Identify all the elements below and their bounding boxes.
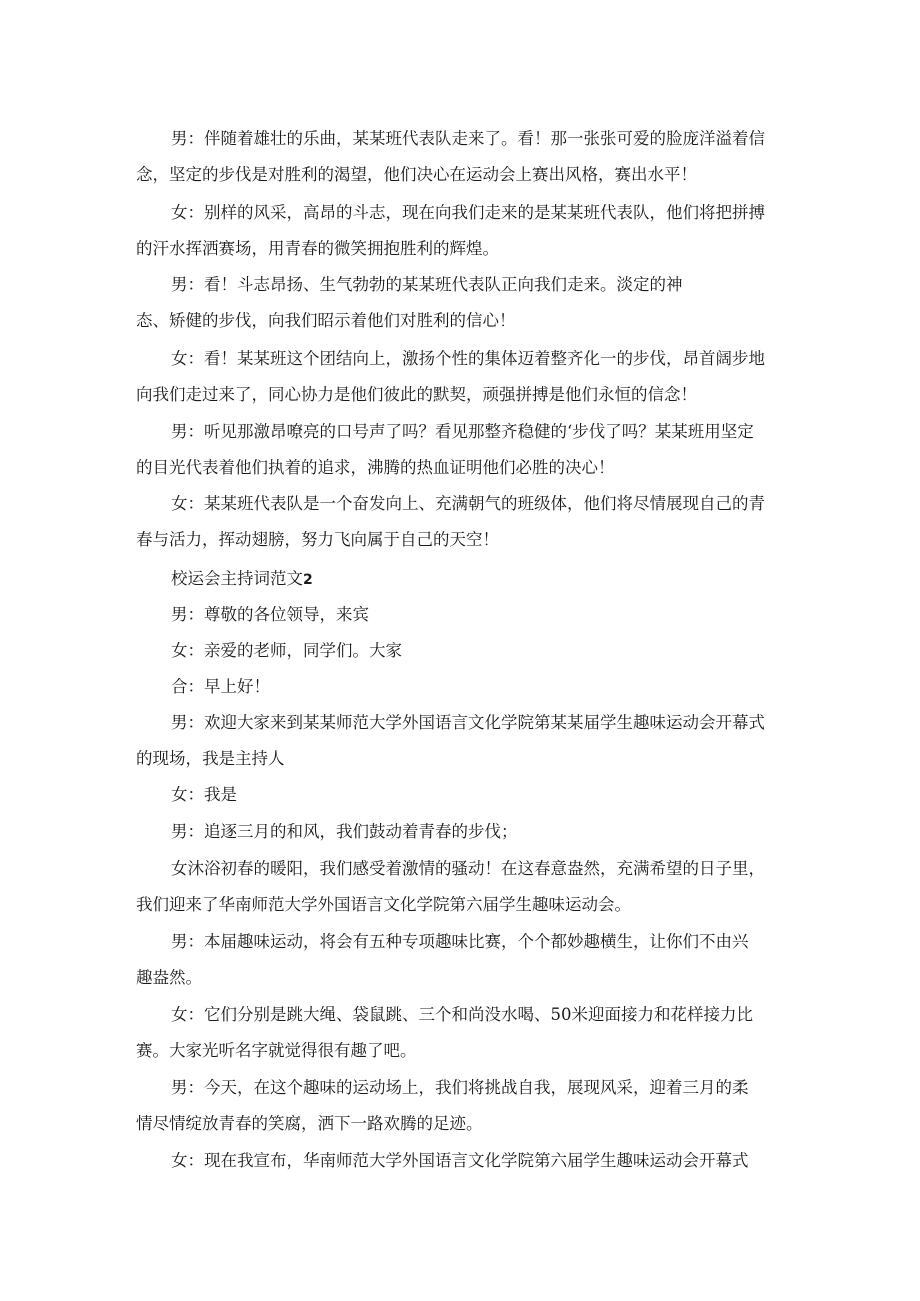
text-line: 女：看！某某班这个团结向上，激扬个性的集体迈着整齐化一的步伐，昂首阔步地 <box>171 349 765 368</box>
paragraph-together-greeting <box>136 669 782 705</box>
paragraph-female-spring <box>136 851 782 923</box>
text-line: 赛。大家光听名字就觉得很有趣了吧。 <box>136 1041 417 1060</box>
paragraph-female-intro <box>136 777 782 813</box>
text-line: 的现场，我是主持人 <box>136 749 285 768</box>
paragraph-male-greeting <box>136 597 782 633</box>
text-line: 态、矫健的步伐，向我们昭示着他们对胜利的信心！ <box>136 311 516 330</box>
paragraph-male-spring <box>136 814 782 850</box>
text-line: 女：现在我宣布，华南师范大学外国语言文化学院第六届学生趣味运动会开幕式 <box>171 1151 749 1170</box>
section-heading-text: 校运会主持词范文 <box>171 569 303 588</box>
paragraph-female-2 <box>136 341 782 413</box>
text-line: 的汗水挥洒赛场，用青春的微笑拥抱胜利的辉煌。 <box>136 239 499 258</box>
paragraph-male-welcome <box>136 705 782 777</box>
text-line: 男：本届趣味运动，将会有五种专项趣味比赛，个个都妙趣横生，让你们不由兴 <box>171 932 749 951</box>
text-line: 女：别样的风采，高昂的斗志，现在向我们走来的是某某班代表队，他们将把拼搏 <box>171 203 765 222</box>
text-line: 合：早上好！ <box>171 677 270 696</box>
paragraph-male-3 <box>136 414 782 486</box>
paragraph-male-2 <box>136 267 782 339</box>
paragraph-male-events <box>136 924 782 996</box>
text-line: 男：欢迎大家来到某某师范大学外国语言文化学院第某某届学生趣味运动会开幕式 <box>171 713 765 732</box>
text-line: 我们迎来了华南师范大学外国语言文化学院第六届学生趣味运动会。 <box>136 895 631 914</box>
section-heading-line <box>136 561 782 597</box>
text-line: 春与活力，挥动翅膀，努力飞向属于自己的天空！ <box>136 530 499 549</box>
paragraph-female-3 <box>136 486 782 558</box>
text-line: 趣盎然。 <box>136 968 202 987</box>
text-line: 男：看！斗志昂扬、生气勃勃的某某班代表队正向我们走来。淡定的神 <box>171 275 683 294</box>
text-line: 的目光代表着他们执着的追求，沸腾的热血证明他们必胜的决心！ <box>136 458 615 477</box>
text-line: 女：亲爱的老师，同学们。大家 <box>171 641 402 660</box>
text-line: 向我们走过来了，同心协力是他们彼此的默契，顽强拼搏是他们永恒的信念！ <box>136 385 697 404</box>
paragraph-male-challenge <box>136 1070 782 1142</box>
text-line: 女：它们分别是跳大绳、袋鼠跳、三个和尚没水喝、50米迎面接力和花样接力比 <box>171 1005 753 1024</box>
text-line: 男：伴随着雄壮的乐曲，某某班代表队走来了。看！那一张张可爱的脸庞洋溢着信 <box>171 129 765 148</box>
text-line: 男：听见那激昂嘹亮的口号声了吗？看见那整齐稳健的‘步伐了吗？某某班用坚定 <box>171 422 754 441</box>
text-line: 男：今天，在这个趣味的运动场上，我们将挑战自我，展现风采，迎着三月的柔 <box>171 1078 749 1097</box>
paragraph-female-announce <box>136 1143 782 1179</box>
paragraph-male-1 <box>136 121 782 193</box>
section-heading <box>136 561 782 597</box>
paragraph-female-1 <box>136 195 782 267</box>
text-line: 女沐浴初春的暖阳，我们感受着激情的骚动！在这春意盎然，充满希望的日子里， <box>171 859 765 878</box>
text-line: 男：追逐三月的和风，我们鼓动着青春的步伐； <box>171 822 518 841</box>
paragraph-female-events <box>136 997 782 1069</box>
paragraph-female-greeting <box>136 633 782 669</box>
text-line: 念，坚定的步伐是对胜利的渴望，他们决心在运动会上赛出风格，赛出水平！ <box>136 165 697 184</box>
text-line: 男：尊敬的各位领导，来宾 <box>171 605 369 624</box>
text-line: 情尽情绽放青春的笑腐，洒下一路欢腾的足迹。 <box>136 1114 483 1133</box>
text-line: 女：某某班代表队是一个奋发向上、充满朝气的班级体，他们将尽情展现自己的青 <box>171 494 765 513</box>
text-line: 女：我是 <box>171 785 237 804</box>
section-heading-number: 2 <box>303 572 313 588</box>
